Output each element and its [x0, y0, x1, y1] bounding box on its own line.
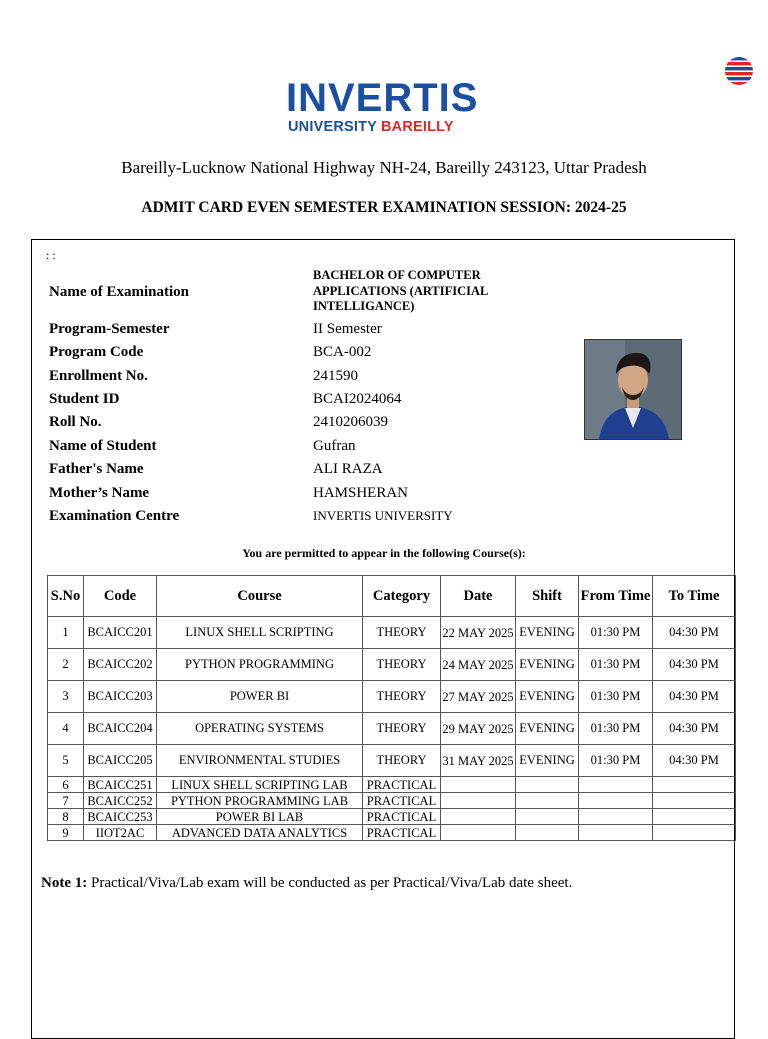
cell-date: 24 MAY 2025	[441, 649, 516, 681]
table-row	[48, 777, 736, 793]
cell-sno: 7	[48, 793, 84, 809]
cell-shift: EVENING	[516, 617, 579, 649]
value-enrollment-no: 241590	[313, 368, 358, 384]
cell-date: 31 MAY 2025	[441, 745, 516, 777]
cell-to-time	[653, 793, 736, 809]
value-program-code: BCA-002	[313, 344, 372, 360]
cell-code: BCAICC203	[84, 681, 157, 713]
cell-code: BCAICC205	[84, 745, 157, 777]
value-fathers-name: ALI RAZA	[313, 461, 383, 477]
header-code: Code	[84, 576, 157, 617]
header-to-time: To Time	[653, 576, 736, 617]
cell-category: PRACTICAL	[363, 825, 441, 841]
value-name-of-student: Gufran	[313, 438, 356, 454]
cell-shift	[516, 809, 579, 825]
value-program-semester: II Semester	[313, 321, 382, 337]
label-name-of-examination: Name of Examination	[49, 284, 189, 300]
cell-sno: 5	[48, 745, 84, 777]
label-mothers-name: Mother’s Name	[49, 485, 150, 501]
cell-sno: 4	[48, 713, 84, 745]
student-portrait-icon	[585, 340, 681, 439]
cell-course: OPERATING SYSTEMS	[157, 713, 363, 745]
value-student-id: BCAI2024064	[313, 391, 402, 407]
cell-category: THEORY	[363, 713, 441, 745]
cell-date	[441, 809, 516, 825]
cell-code: BCAICC204	[84, 713, 157, 745]
student-photo	[584, 339, 682, 440]
cell-category: PRACTICAL	[363, 793, 441, 809]
cell-course: ENVIRONMENTAL STUDIES	[157, 745, 363, 777]
cell-to-time	[653, 777, 736, 793]
cell-sno: 2	[48, 649, 84, 681]
label-student-id: Student ID	[49, 391, 120, 407]
cell-sno: 1	[48, 617, 84, 649]
cell-from-time	[579, 809, 653, 825]
globe-icon	[724, 56, 754, 86]
cell-date: 22 MAY 2025	[441, 617, 516, 649]
cell-from-time	[579, 825, 653, 841]
cell-code: BCAICC251	[84, 777, 157, 793]
label-program-code: Program Code	[49, 344, 144, 360]
cell-date	[441, 793, 516, 809]
cell-sno: 3	[48, 681, 84, 713]
header-date: Date	[441, 576, 516, 617]
cell-category: PRACTICAL	[363, 777, 441, 793]
cell-category: PRACTICAL	[363, 809, 441, 825]
cell-category: THEORY	[363, 649, 441, 681]
cell-shift	[516, 825, 579, 841]
cell-from-time	[579, 777, 653, 793]
label-roll-no: Roll No.	[49, 414, 102, 430]
cell-category: THEORY	[363, 681, 441, 713]
cell-category: THEORY	[363, 745, 441, 777]
cell-from-time: 01:30 PM	[579, 649, 653, 681]
cell-code: IIOT2AC	[84, 825, 157, 841]
header-category: Category	[363, 576, 441, 617]
cell-to-time: 04:30 PM	[653, 713, 736, 745]
cell-course: PYTHON PROGRAMMING	[157, 649, 363, 681]
cell-shift: EVENING	[516, 745, 579, 777]
cell-shift	[516, 777, 579, 793]
cell-shift: EVENING	[516, 713, 579, 745]
cell-sno: 8	[48, 809, 84, 825]
logo-subtitle	[288, 119, 454, 135]
cell-to-time: 04:30 PM	[653, 745, 736, 777]
cell-course: PYTHON PROGRAMMING LAB	[157, 793, 363, 809]
cell-shift: EVENING	[516, 649, 579, 681]
value-mothers-name: HAMSHERAN	[313, 485, 409, 501]
value-name-of-examination: BACHELOR OF COMPUTER APPLICATIONS (ARTIFICIAL INTELLIGANCE)	[313, 268, 488, 313]
cell-date: 27 MAY 2025	[441, 681, 516, 713]
cell-course: LINUX SHELL SCRIPTING	[157, 617, 363, 649]
cell-from-time: 01:30 PM	[579, 681, 653, 713]
cell-to-time: 04:30 PM	[653, 617, 736, 649]
table-row	[48, 809, 736, 825]
label-examination-centre: Examination Centre	[49, 508, 180, 524]
logo-sub-university: UNIVERSITY	[288, 119, 377, 135]
header-course: Course	[157, 576, 363, 617]
table-row	[48, 825, 736, 841]
table-row	[48, 649, 736, 681]
logo-sub-city: BAREILLY	[381, 119, 454, 135]
header-shift: Shift	[516, 576, 579, 617]
cell-sno: 9	[48, 825, 84, 841]
cell-code: BCAICC201	[84, 617, 157, 649]
permitted-courses-note: You are permitted to appear in the following Course(s):	[242, 546, 526, 560]
cell-code: BCAICC252	[84, 793, 157, 809]
cell-shift: EVENING	[516, 681, 579, 713]
university-address: Bareilly-Lucknow National Highway NH-24, Bareilly 243123, Uttar Pradesh	[121, 158, 647, 177]
cell-from-time: 01:30 PM	[579, 713, 653, 745]
label-fathers-name: Father's Name	[49, 461, 144, 477]
cell-to-time	[653, 825, 736, 841]
cell-course: LINUX SHELL SCRIPTING LAB	[157, 777, 363, 793]
table-header-row	[48, 576, 736, 617]
courses-table	[47, 575, 736, 841]
value-examination-centre: INVERTIS UNIVERSITY	[313, 508, 453, 523]
header-dots: : :	[46, 248, 56, 262]
table-row	[48, 745, 736, 777]
cell-course: ADVANCED DATA ANALYTICS	[157, 825, 363, 841]
exam-note	[41, 875, 572, 892]
table-row	[48, 681, 736, 713]
cell-course: POWER BI	[157, 681, 363, 713]
note-text: Practical/Viva/Lab exam will be conducted as per Practical/Viva/Lab date sheet.	[87, 875, 573, 891]
cell-course: POWER BI LAB	[157, 809, 363, 825]
cell-date	[441, 777, 516, 793]
cell-shift	[516, 793, 579, 809]
note-label: Note 1:	[41, 875, 88, 891]
cell-code: BCAICC202	[84, 649, 157, 681]
table-row	[48, 713, 736, 745]
label-name-of-student: Name of Student	[49, 438, 157, 454]
header-sno: S.No	[48, 576, 84, 617]
cell-sno: 6	[48, 777, 84, 793]
cell-date: 29 MAY 2025	[441, 713, 516, 745]
label-enrollment-no: Enrollment No.	[49, 368, 148, 384]
table-row	[48, 617, 736, 649]
university-logo	[286, 56, 486, 136]
admit-card	[31, 239, 735, 1039]
header-from-time: From Time	[579, 576, 653, 617]
table-row	[48, 793, 736, 809]
value-roll-no: 2410206039	[313, 414, 388, 430]
cell-date	[441, 825, 516, 841]
cell-to-time: 04:30 PM	[653, 649, 736, 681]
cell-to-time: 04:30 PM	[653, 681, 736, 713]
cell-from-time: 01:30 PM	[579, 745, 653, 777]
logo-wordmark: INVERTIS	[286, 76, 479, 120]
cell-from-time: 01:30 PM	[579, 617, 653, 649]
admit-card-title: ADMIT CARD EVEN SEMESTER EXAMINATION SESSION: 2024-25	[141, 199, 627, 216]
cell-code: BCAICC253	[84, 809, 157, 825]
cell-category: THEORY	[363, 617, 441, 649]
label-program-semester: Program-Semester	[49, 321, 170, 337]
cell-from-time	[579, 793, 653, 809]
cell-to-time	[653, 809, 736, 825]
